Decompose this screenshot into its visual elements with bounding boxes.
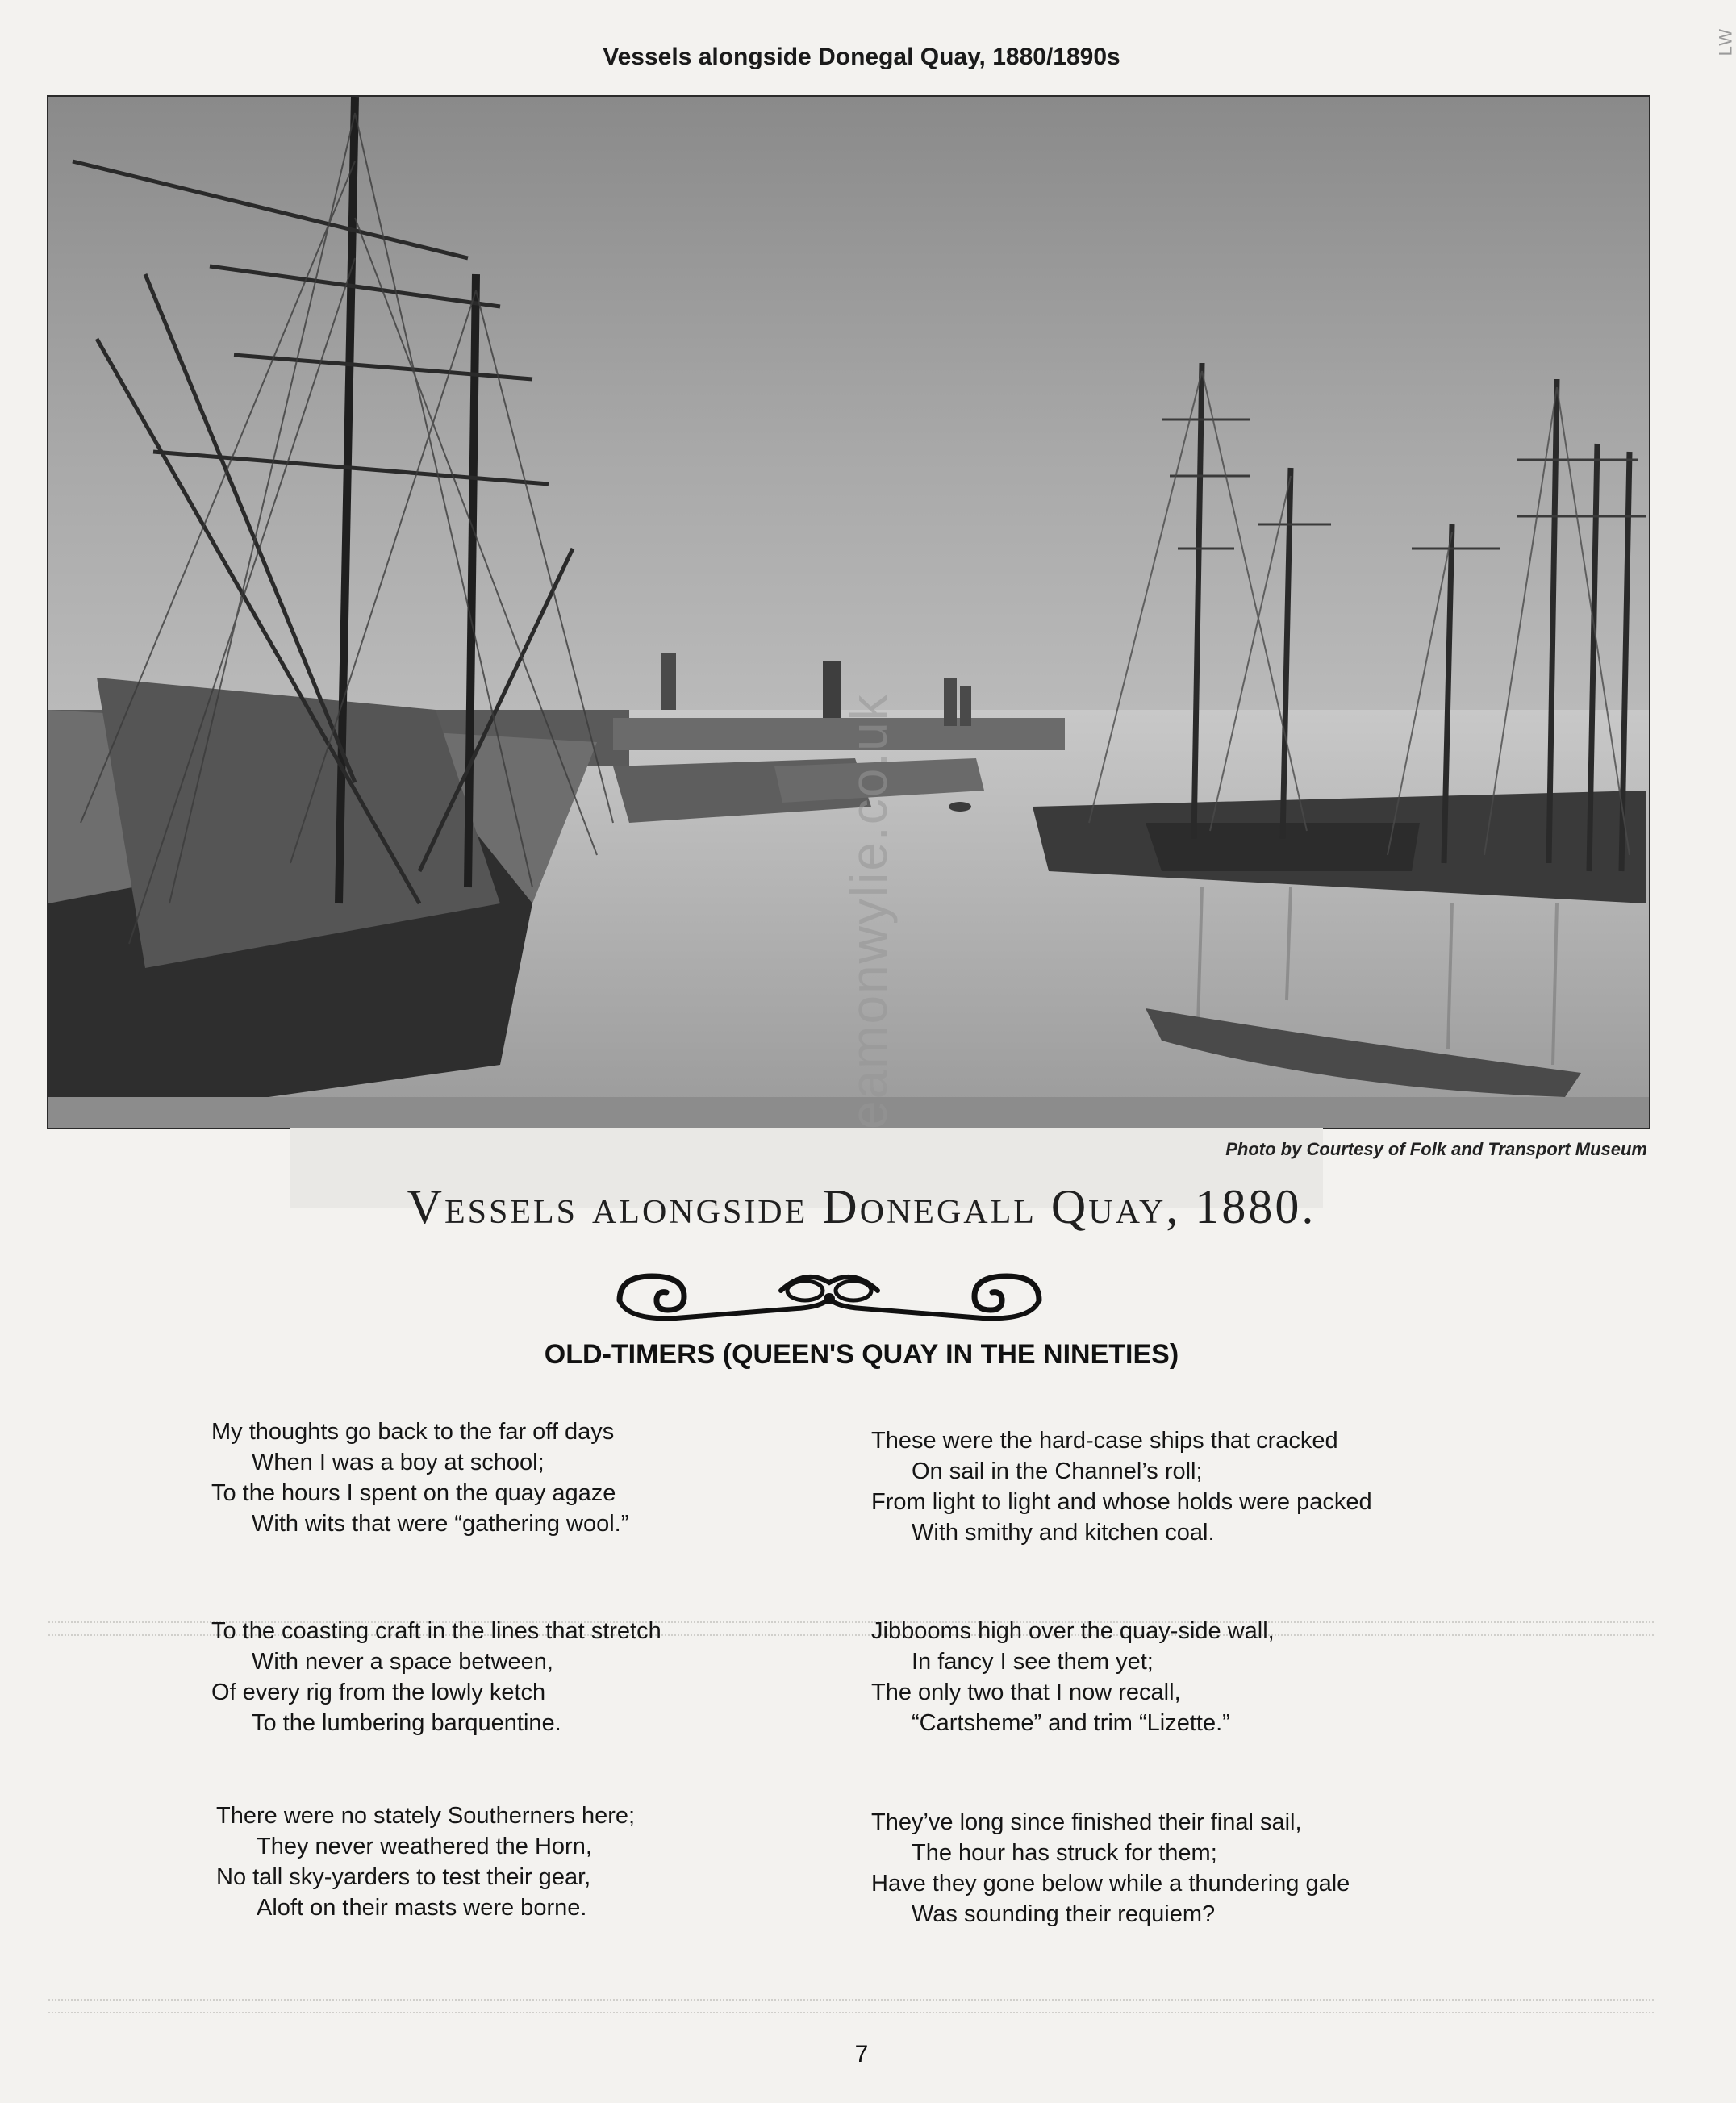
poem-line: Was sounding their requiem? (912, 1901, 1216, 1927)
poem-line: With never a space between, (252, 1649, 553, 1675)
poem-line: With smithy and kitchen coal. (912, 1520, 1215, 1546)
stanza (871, 1616, 1275, 1738)
photo-credit: Photo by Courtesy of Folk and Transport Museum (1225, 1139, 1647, 1159)
bleed-through-dotted-band (48, 1999, 1654, 2013)
stanza (871, 1425, 1372, 1548)
poem-line: Of every rig from the lowly ketch (211, 1679, 546, 1705)
poem-line: To the coasting craft in the lines that stretch (211, 1618, 661, 1644)
poem-line: When I was a boy at school; (252, 1450, 545, 1475)
page-number: 7 (854, 2041, 869, 2068)
poem-line: There were no stately Southerners here; (216, 1803, 636, 1829)
scroll-ornament (603, 1252, 1055, 1333)
stanza (211, 1417, 628, 1539)
poem-line: Jibbooms high over the quay-side wall, (871, 1618, 1275, 1644)
poem-line: To the hours I spent on the quay agaze (211, 1480, 616, 1506)
poem-line: My thoughts go back to the far off days (211, 1419, 615, 1445)
poem-line: They never weathered the Horn, (257, 1834, 592, 1859)
poem-line: No tall sky-yarders to test their gear, (216, 1864, 591, 1890)
poem-line: “Cartsheme” and trim “Lizette.” (912, 1710, 1230, 1736)
poem-line: Have they gone below while a thundering gale (871, 1871, 1350, 1896)
poem-line: These were the hard-case ships that cracked (871, 1428, 1338, 1454)
top-caption: Vessels alongside Donegal Quay, 1880/1890s (603, 44, 1120, 70)
poem-line: They’ve long since finished their final sail, (871, 1809, 1302, 1835)
poem-line: On sail in the Channel’s roll; (912, 1458, 1203, 1484)
poem-line: Aloft on their masts were borne. (257, 1895, 587, 1921)
poem-line: In fancy I see them yet; (912, 1649, 1154, 1675)
stanza (871, 1807, 1350, 1930)
poem-line: To the lumbering barquentine. (252, 1710, 561, 1736)
poem-line: The hour has struck for them; (912, 1840, 1217, 1866)
poem-line: The only two that I now recall, (871, 1679, 1181, 1705)
stanza (216, 1800, 635, 1923)
poem-line: With wits that were “gathering wool.” (252, 1511, 629, 1537)
printed-photo-caption: Vessels alongside Donegall Quay, 1880. (407, 1180, 1317, 1233)
site-watermark: eamonwylie.co.uk (840, 693, 898, 1129)
poem-title: OLD-TIMERS (QUEEN'S QUAY IN THE NINETIES) (544, 1339, 1179, 1370)
stanza (211, 1616, 661, 1738)
corner-initials: LW (1715, 27, 1735, 56)
poem-line: From light to light and whose holds were packed (871, 1489, 1372, 1515)
